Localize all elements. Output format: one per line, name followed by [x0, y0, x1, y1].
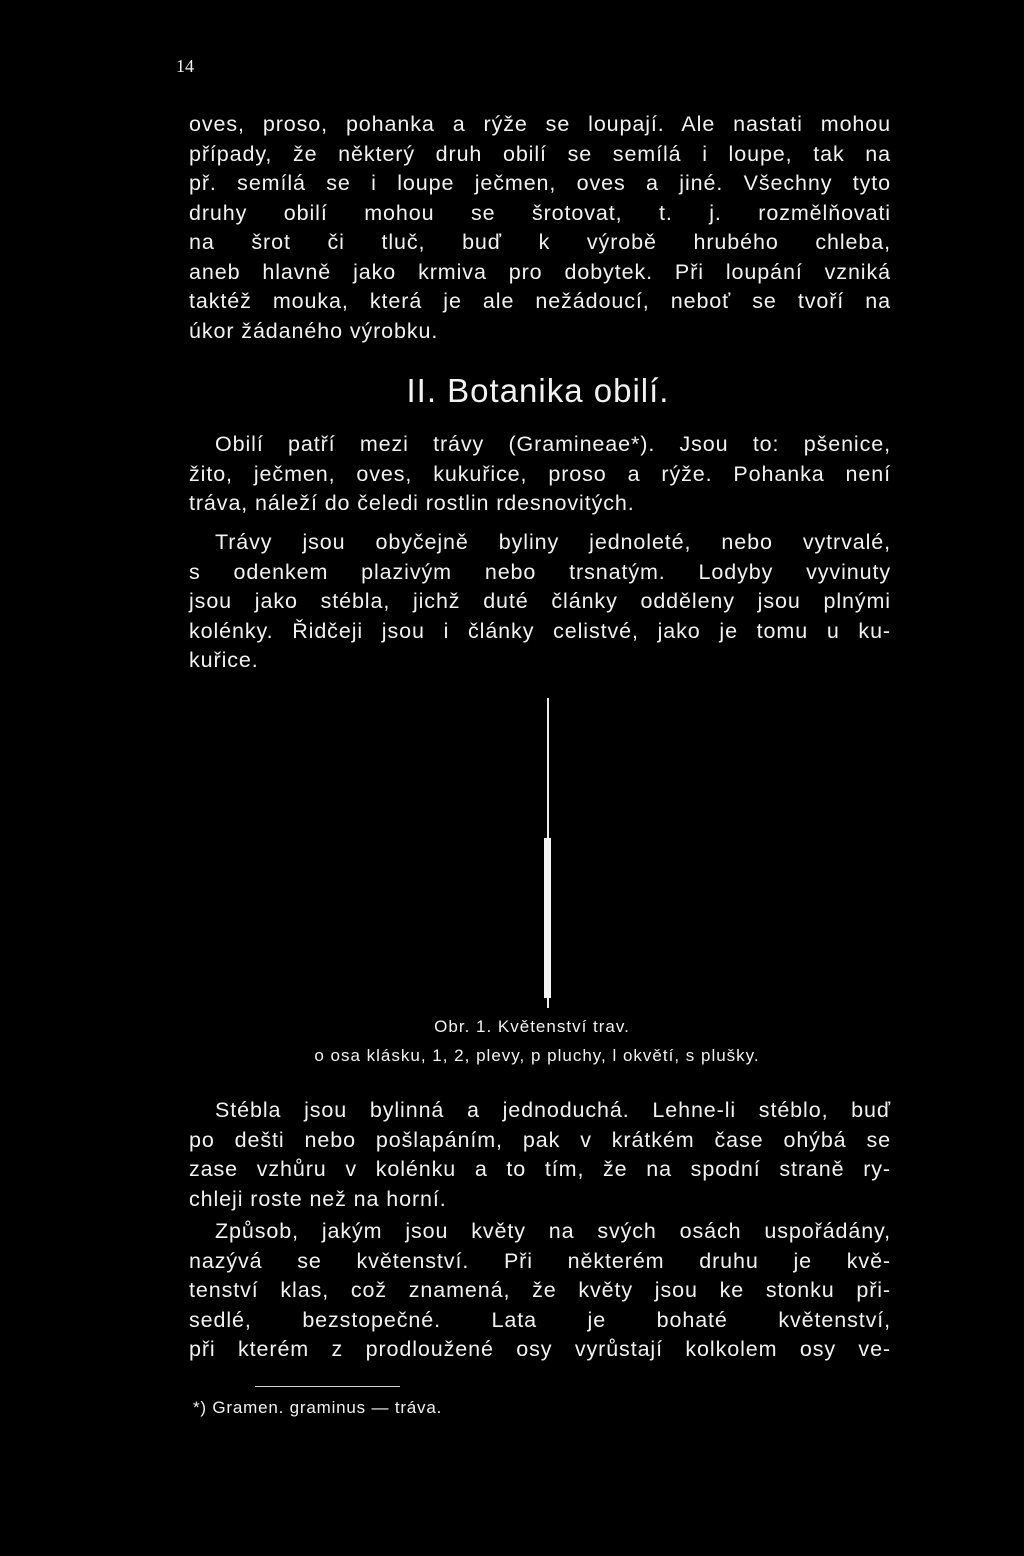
text-line: kuřice. — [189, 648, 259, 672]
footnote: *) Gramen. graminus — tráva. — [193, 1398, 443, 1417]
text-line: taktéž mouka, která je ale nežádoucí, neboť se tvoří na — [189, 289, 891, 313]
text-line: úkor žádaného výrobku. — [189, 318, 439, 343]
text-line: žito, ječmen, oves, kukuřice, proso a rýže. Pohanka není — [189, 461, 891, 486]
text-line: př. semílá se i loupe ječmen, oves a jiné. Všechny tyto — [189, 171, 891, 195]
text-line: zase vzhůru v kolénku a to tím, že na spodní straně ry- — [189, 1157, 891, 1181]
text-line: s odenkem plazivým nebo trsnatým. Lodyby vyvinuty — [189, 559, 891, 584]
text-line: oves, proso, pohanka a rýže se loupají. Ale nastati mohou — [189, 112, 891, 136]
footnote-divider — [255, 1386, 400, 1387]
text-line: chleji roste než na horní. — [189, 1186, 447, 1211]
paragraph-inflorescence — [189, 1217, 891, 1365]
paragraph-grasses-intro — [189, 430, 891, 519]
figure-stem-mark — [544, 838, 551, 998]
paragraph-grass-description — [189, 528, 891, 676]
text-line: aneb hlavně jako krmiva pro dobytek. Při loupání vzniká — [189, 259, 891, 284]
text-line: tráva, náleží do čeledi rostlin rdesnovitých. — [189, 491, 635, 515]
text-line: jsou jako stébla, jichž duté články odděleny jsou plnými — [189, 589, 891, 613]
figure-caption-legend: o osa klásku, 1, 2, plevy, p pluchy, l okvětí, s plušky. — [314, 1046, 760, 1065]
text-line: Stébla jsou bylinná a jednoduchá. Lehne-li stéblo, buď — [215, 1098, 891, 1122]
section-heading — [0, 372, 1024, 410]
text-line: Obilí patří mezi trávy (Gramineae*). Jsou to: pšenice, — [215, 432, 891, 456]
figure-caption-title: Obr. 1. Květenství trav. — [434, 1017, 630, 1036]
text-line: kolénky. Řidčeji jsou i články celistvé, jako je tomu u ku- — [189, 618, 891, 643]
text-line: při kterém z prodloužené osy vyrůstají kolkolem osy ve- — [189, 1337, 891, 1361]
text-line: nazývá se květenství. Při některém druhu je kvě- — [189, 1248, 891, 1273]
text-line: případy, že některý druh obilí se semílá i loupe, tak na — [189, 141, 891, 166]
section-heading-text: II. Botanika obilí. — [406, 372, 670, 409]
text-line: na šrot či tluč, buď k výrobě hrubého chleba, — [189, 230, 891, 254]
text-line: Způsob, jakým jsou květy na svých osách uspořádány, — [215, 1219, 891, 1243]
page-number: 14 — [176, 56, 194, 76]
text-line: sedlé, bezstopečné. Lata je bohaté květenství, — [189, 1307, 891, 1332]
text-line: tenství klas, což znamená, že květy jsou ke stonku při- — [189, 1278, 891, 1302]
text-line: po dešti nebo pošlapáním, pak v krátkém čase ohýbá se — [189, 1127, 891, 1152]
text-line: druhy obilí mohou se šrotovat, t. j. rozmělňovati — [189, 200, 891, 225]
paragraph-stems — [189, 1096, 891, 1214]
paragraph-grain-processing — [189, 110, 891, 346]
inflorescence-figure — [530, 698, 570, 1008]
text-line: Trávy jsou obyčejně byliny jednoleté, nebo vytrvalé, — [215, 530, 891, 554]
